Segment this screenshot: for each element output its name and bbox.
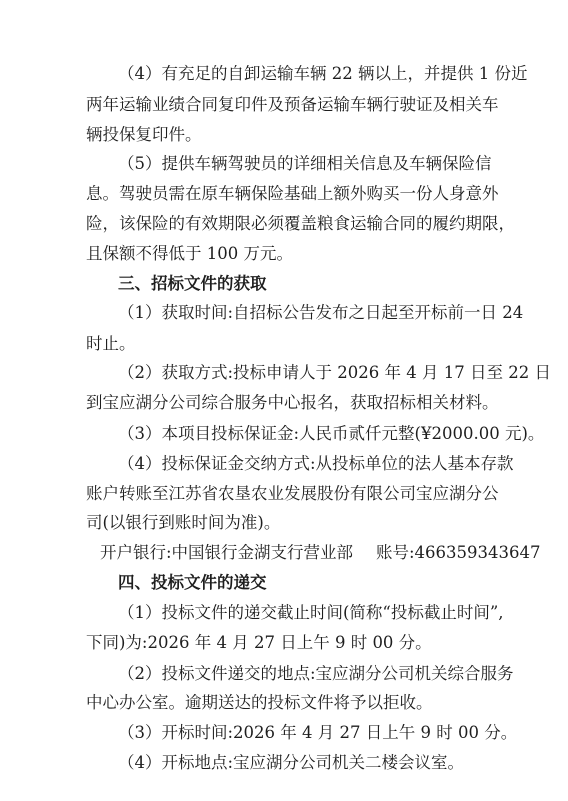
paragraph-line: 账户转账至江苏省农垦农业发展股份有限公司宝应湖分公 <box>86 484 499 503</box>
paragraph-line: （3）本项目投标保证金:人民币贰仟元整(¥2000.00 元)。 <box>118 424 545 443</box>
paragraph-line: （1）投标文件的递交截止时间(简称“投标截止时间”, <box>118 603 504 622</box>
paragraph-line: （1）获取时间:自招标公告发布之日起至开标前一日 24 <box>118 303 524 322</box>
paragraph-line: 息。驾驶员需在原车辆保险基础上额外购买一份人身意外 <box>86 184 499 203</box>
paragraph-line: 且保额不得低于 100 万元。 <box>86 244 293 263</box>
paragraph-line: 险，该保险的有效期限必须覆盖粮食运输合同的履约期限， <box>86 214 515 233</box>
paragraph-line: （4）投标保证金交纳方式:从投标单位的法人基本存款 <box>118 454 514 473</box>
paragraph-line: 司(以银行到账时间为准)。 <box>86 513 281 532</box>
section-heading: 三、招标文件的获取 <box>118 274 267 293</box>
paragraph-line: （4）开标地点:宝应湖分公司机关二楼会议室。 <box>118 753 465 772</box>
paragraph-line: 中心办公室。逾期送达的投标文件将予以拒收。 <box>86 693 433 712</box>
bank-account-line <box>100 542 353 564</box>
paragraph-line: 辆投保复印件。 <box>86 125 202 144</box>
paragraph-line: （2）投标文件递交的地点:宝应湖分公司机关综合服务 <box>118 664 514 683</box>
paragraph-line: 两年运输业绩合同复印件及预备运输车辆行驶证及相关车 <box>86 95 499 114</box>
paragraph-line: （5）提供车辆驾驶员的详细相关信息及车辆保险信 <box>118 154 492 173</box>
paragraph-line: 下同)为:2026 年 4 月 27 日上午 9 时 00 分。 <box>86 633 432 652</box>
bank-name: 开户银行:中国银行金湖支行营业部 <box>100 543 354 562</box>
paragraph-line: （4）有充足的自卸运输车辆 22 辆以上，并提供 1 份近 <box>118 64 528 83</box>
paragraph-line: （2）获取方式:投标申请人于 2026 年 4 月 17 日至 22 日 <box>118 363 551 382</box>
paragraph-line: 时止。 <box>86 334 136 353</box>
paragraph-line: （3）开标时间:2026 年 4 月 27 日上午 9 时 00 分。 <box>118 723 518 742</box>
account-number: 账号:466359343647 <box>376 543 541 562</box>
paragraph-line: 到宝应湖分公司综合服务中心报名，获取招标相关材料。 <box>86 393 499 412</box>
section-heading: 四、投标文件的递交 <box>118 573 267 592</box>
